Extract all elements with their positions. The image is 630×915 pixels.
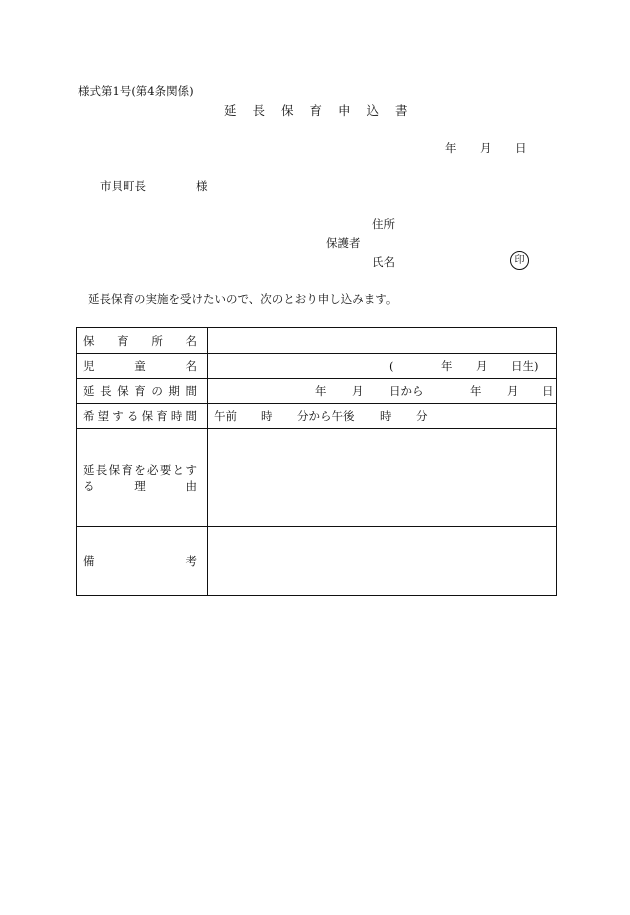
address-label: 住所 xyxy=(372,217,395,231)
remarks-field[interactable] xyxy=(208,527,557,596)
guardian-label: 保護者 xyxy=(326,236,361,250)
birth-open-paren: ( xyxy=(389,359,394,373)
label-char: 保 xyxy=(83,333,95,348)
label-char: 望 xyxy=(97,409,110,423)
reason-label-cell xyxy=(77,429,208,527)
hour-end-label: 時 xyxy=(380,409,392,423)
birth-day-label: 日生) xyxy=(511,359,539,373)
table-row xyxy=(77,429,557,527)
intro-text: 延長保育の実施を受けたいので、次のとおり申し込みます。 xyxy=(88,292,398,306)
label-char: る xyxy=(126,409,139,423)
label-char: 所 xyxy=(151,333,163,348)
label-char: 保 xyxy=(117,384,129,398)
nursery-name-label xyxy=(77,333,207,349)
seal-mark: 印 xyxy=(510,251,529,270)
remarks-label-cell xyxy=(77,527,208,596)
label-char: 間 xyxy=(185,384,197,398)
period-end-day-label: 日 xyxy=(542,384,554,398)
date-year-label: 年 xyxy=(445,141,457,155)
hours-label xyxy=(77,408,207,424)
am-label: 午前 xyxy=(214,409,237,423)
label-char: 育 xyxy=(134,384,146,398)
period-end-month-label: 月 xyxy=(507,384,519,398)
period-start-day-label: 日から xyxy=(389,384,424,398)
period-end-year-label: 年 xyxy=(470,384,482,398)
label-char: 名 xyxy=(185,359,197,373)
label-char: 延 xyxy=(83,384,95,398)
reason-label: 延長保育を必要とする理由 xyxy=(83,462,197,493)
period-label xyxy=(77,383,207,399)
table-row xyxy=(77,379,557,404)
hours-label-cell xyxy=(77,404,208,429)
period-start-year-label: 年 xyxy=(315,384,327,398)
addressee-honorific: 様 xyxy=(196,179,208,193)
label-char: 考 xyxy=(185,554,197,568)
label-char: 育 xyxy=(117,333,129,348)
name-label: 氏名 xyxy=(372,255,395,269)
label-char: 名 xyxy=(185,333,197,348)
hours-field[interactable] xyxy=(208,404,557,429)
child-name-field[interactable] xyxy=(208,354,557,379)
label-char: 童 xyxy=(134,359,146,373)
table-row xyxy=(77,328,557,354)
label-char: 間 xyxy=(185,409,197,423)
nursery-name-label-cell xyxy=(77,328,208,354)
table-row xyxy=(77,404,557,429)
table-row xyxy=(77,527,557,596)
child-name-label-cell xyxy=(77,354,208,379)
date-day-label: 日 xyxy=(515,141,527,155)
minute-from-pm-label: 分から午後 xyxy=(297,409,355,423)
application-table xyxy=(76,327,557,596)
form-number-label: 様式第1号(第4条関係) xyxy=(78,84,194,98)
child-name-label xyxy=(77,358,207,374)
label-char: の xyxy=(151,384,163,398)
label-char: す xyxy=(112,409,124,423)
date-month-label: 月 xyxy=(480,141,492,155)
period-label-cell xyxy=(77,379,208,404)
label-char: 長 xyxy=(100,384,112,398)
reason-field[interactable] xyxy=(208,429,557,527)
birth-month-label: 月 xyxy=(476,359,488,373)
table-row xyxy=(77,354,557,379)
label-char: 育 xyxy=(156,409,168,423)
document-title: 延長保育申込書 xyxy=(224,103,424,118)
addressee-name: 市貝町長 xyxy=(100,179,146,193)
period-field[interactable] xyxy=(208,379,557,404)
label-char: 時 xyxy=(170,409,183,423)
label-char: 備 xyxy=(83,554,95,568)
nursery-name-field[interactable] xyxy=(208,328,557,354)
label-char: 保 xyxy=(141,409,154,423)
hour-start-label: 時 xyxy=(261,409,273,423)
label-char: 児 xyxy=(83,359,95,373)
label-char: 希 xyxy=(83,409,95,423)
period-start-month-label: 月 xyxy=(352,384,364,398)
minute-end-label: 分 xyxy=(416,409,428,423)
label-char: 期 xyxy=(168,384,180,398)
remarks-label xyxy=(77,553,207,569)
birth-year-label: 年 xyxy=(441,359,453,373)
